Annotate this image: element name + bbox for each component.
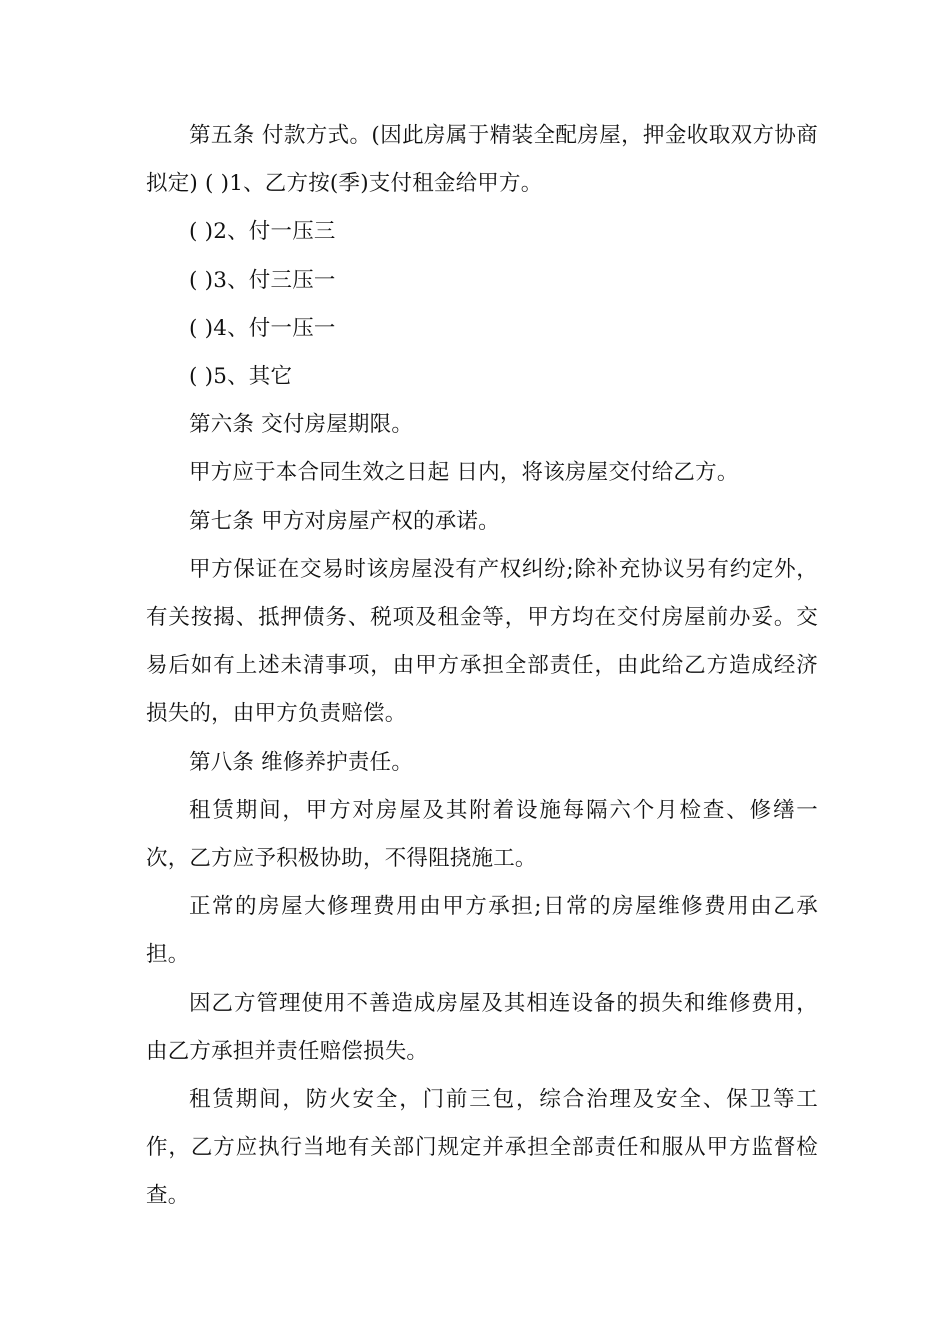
paragraph-repair-costs: 正常的房屋大修理费用由甲方承担;日常的房屋维修费用由乙承担。 xyxy=(146,894,818,968)
paragraph-article-6: 第六条 交付房屋期限。 xyxy=(189,412,414,438)
paragraph-article-8: 第八条 维修养护责任。 xyxy=(189,749,414,775)
document-body xyxy=(146,112,818,1221)
paragraph-option-5: ( )5、其它 xyxy=(189,364,293,390)
paragraph-inspection: 租赁期间，甲方对房屋及其附着设施每隔六个月检查、修缮一次，乙方应予积极协助，不得阻挠施工。 xyxy=(146,797,818,872)
paragraph-option-3: ( )3、付三压一 xyxy=(189,267,336,293)
paragraph-option-4: ( )4、付一压一 xyxy=(189,315,336,341)
paragraph-article-7: 第七条 甲方对房屋产权的承诺。 xyxy=(189,508,500,534)
paragraph-safety-duties: 租赁期间，防火安全，门前三包，综合治理及安全、保卫等工作，乙方应执行当地有关部门规定并承担全部责任和服从甲方监督检查。 xyxy=(146,1087,818,1209)
paragraph-article-5: 第五条 付款方式。(因此房属于精装全配房屋，押金收取双方协商拟定) ( )1、乙方按(季)支付租金给甲方。 xyxy=(146,123,818,197)
paragraph-ownership-guarantee: 甲方保证在交易时该房屋没有产权纠纷;除补充协议另有约定外，有关按揭、抵押债务、税项及租金等，甲方均在交付房屋前办妥。交易后如有上述未清事项，由甲方承担全部责任，由此给乙方造成经济损失的，由甲方负责赔偿。 xyxy=(146,556,818,727)
paragraph-delivery-term: 甲方应于本合同生效之日起 日内，将该房屋交付给乙方。 xyxy=(189,460,739,486)
paragraph-option-2: ( )2、付一压三 xyxy=(189,219,336,245)
paragraph-damage-liability: 因乙方管理使用不善造成房屋及其相连设备的损失和维修费用，由乙方承担并责任赔偿损失。 xyxy=(146,990,818,1064)
